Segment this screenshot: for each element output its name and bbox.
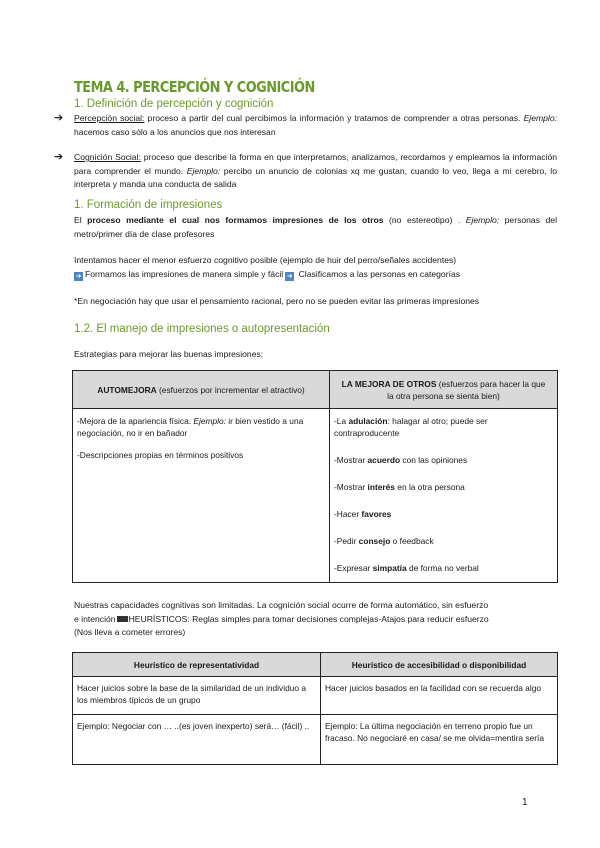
example-label: Ejemplo: (186, 165, 221, 176)
list-item (334, 481, 553, 493)
page-number: 1 (522, 797, 528, 808)
text-run: : halagar al otro; puede ser contraproducente (334, 416, 488, 438)
section-heading-1: 1. Definición de percepción y cognición (74, 98, 274, 110)
bullet-percepcion-social (74, 112, 557, 139)
equivalence-bar-icon (117, 616, 128, 622)
text-run: -Descripciones propias en términos positivos (77, 450, 244, 460)
definition-text: proceso a partir del cual percibimos la información y tratamos de comprender a otras personas. (144, 113, 524, 123)
arrow-right-icon: ➜ (75, 273, 82, 280)
list-item (77, 415, 325, 439)
bold-text: interés (367, 482, 395, 492)
arrow-bullet-icon: ➔ (54, 112, 64, 124)
table-cell-accesibilidad-ejemplo: Ejemplo: La última negociación en terreno propio fue un fracaso. No negociaré en casa/ se me olvida=mentira sería (321, 715, 558, 765)
text-run: -Pedir (334, 536, 359, 546)
example-text: percibo un anuncio de colonias xq me gustan, cuando lo veo, llega a mi cerebro, lo interpreta y manda una conducta de salida (74, 165, 557, 190)
header-text: (esfuerzos por incrementar el atractivo) (156, 384, 305, 395)
table-cell-automejora (73, 409, 330, 583)
text-run: -Hacer (334, 509, 362, 519)
document-title: TEMA 4. PERCEPCIÓN Y COGNICIÓN (74, 78, 315, 96)
text-run: -Mostrar (334, 455, 368, 465)
arrow-right-icon: ➜ (286, 273, 293, 280)
text-run: con las opiniones (400, 455, 468, 465)
table-header-automejora (73, 371, 330, 409)
arrow-bullet-icon: ➔ (54, 151, 64, 163)
section-heading-formacion: 1. Formación de impresiones (74, 199, 223, 211)
list-item (334, 415, 553, 439)
header-bold: LA MEJORA DE OTROS (341, 378, 437, 389)
text-run: El (74, 215, 88, 225)
text-run: ir bien vestido a una negociación, no ir en bañador (77, 416, 304, 438)
paragraph-capacidades-line3: (Nos lleva a cometer errores) (74, 627, 186, 637)
text-run: Clasificamos a las personas en categorías (296, 269, 461, 279)
paragraph-proceso (74, 214, 557, 241)
term-label: Cognición Social: (74, 152, 141, 162)
paragraph-esfuerzo-line1: Intentamos hacer el menor esfuerzo cognitivo posible (ejemplo de huir del perro/señales accidentes) (74, 255, 457, 265)
section-heading-manejo: 1.2. El manejo de impresiones o autopresentación (74, 323, 330, 335)
strategies-table (72, 370, 558, 583)
example-text: personas del metro/primer día de clase profesores (74, 215, 557, 239)
list-item (334, 562, 553, 574)
text-run: en la otra persona (394, 482, 465, 492)
table-header-mejora-otros (330, 371, 558, 409)
header-text: (esfuerzos para hacer la que la otra persona se sienta bien) (387, 378, 546, 401)
list-item (334, 508, 553, 520)
example-label: Ejemplo: (193, 416, 226, 426)
bold-text: proceso mediante el cual nos formamos impresiones de los otros (87, 215, 384, 225)
bold-text: favores (361, 509, 392, 519)
bold-text: adulación (348, 416, 388, 426)
text-run: -Expresar (334, 563, 373, 573)
paragraph-capacidades-line2 (74, 613, 489, 627)
text-run: -Mostrar (334, 482, 368, 492)
table-cell-mejora-otros (330, 409, 558, 583)
table-cell-representatividad-def: Hacer juicios sobre la base de la similaridad de un individuo a los miembros típicos de un grupo (73, 677, 321, 715)
table-cell-accesibilidad-def: Hacer juicios basados en la facilidad con se recuerda algo (321, 677, 558, 715)
text-run: de forma no verbal (406, 563, 479, 573)
bold-text: consejo (358, 536, 391, 546)
list-item (77, 449, 325, 461)
note-negociacion: *En negociación hay que usar el pensamiento racional, pero no se pueden evitar las primeras impresiones (74, 296, 480, 306)
text-run: -Mejora de la apariencia física. (77, 416, 194, 426)
text-run: -La (334, 416, 349, 426)
table-header-representatividad: Heurístico de representatividad (73, 653, 321, 677)
header-bold: AUTOMEJORA (97, 384, 157, 395)
example-label: Ejemplo: (523, 113, 557, 123)
table-cell-representatividad-ejemplo: Ejemplo: Negociar con … ..(es joven inexperto) será… (fácil) .. (73, 715, 321, 765)
bullet-cognicion-social (74, 151, 557, 192)
list-item (334, 454, 553, 466)
term-label: Percepción social: (74, 113, 145, 123)
bold-text: simpatía (372, 563, 407, 573)
example-text: hacemos caso sólo a los anuncios que nos interesan (74, 126, 276, 137)
list-item (334, 535, 553, 547)
heuristics-table (72, 652, 558, 765)
definition-text: proceso que describe la forma en que interpretamos, analizamos, recordamos y empleamos la información para comprender el mundo. (74, 152, 557, 176)
text-run: e intención (74, 614, 116, 624)
text-run: (no estereotipo) . (383, 215, 466, 225)
example-label: Ejemplo: (465, 215, 500, 225)
paragraph-capacidades-line1: Nuestras capacidades cognitivas son limitadas. La cognición social ocurre de forma automático, sin esfuerzo (74, 600, 489, 610)
paragraph-esfuerzo-line2 (74, 268, 460, 282)
bold-text: acuerdo (367, 455, 401, 465)
text-run: o feedback (390, 536, 434, 546)
paragraph-estrategias: Estrategias para mejorar las buenas impresiones: (74, 349, 264, 359)
text-run: Formamos las impresiones de manera simple y fácil (85, 269, 284, 279)
table-header-accesibilidad: Heurístico de accesibilidad o disponibilidad (321, 653, 558, 677)
text-run: HEURÍSTICOS: Reglas simples para tomar decisiones complejas-Atajos para reducir esfuerzo (128, 614, 489, 624)
